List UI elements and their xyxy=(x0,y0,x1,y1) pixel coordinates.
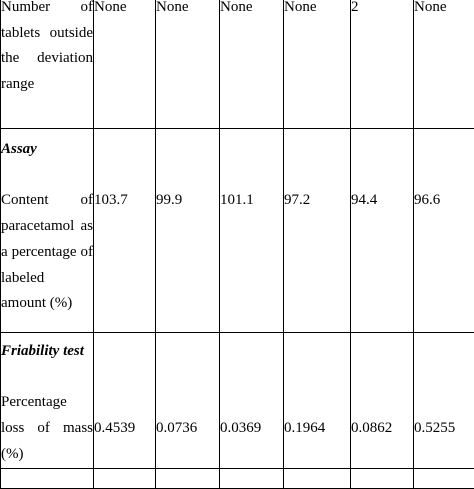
cell-value: 96.6 xyxy=(414,192,440,208)
table-cell xyxy=(351,129,414,333)
table-cell xyxy=(351,333,414,469)
cell-value: 94.4 xyxy=(351,192,377,208)
table-cell xyxy=(156,129,220,333)
table-cell xyxy=(94,333,156,469)
cell-value: 101.1 xyxy=(220,192,254,208)
cell-value: None xyxy=(414,0,447,15)
table-cell xyxy=(284,129,351,333)
table-cell xyxy=(94,468,156,488)
row-label-tablets-outside-range xyxy=(1,0,94,129)
cell-value: None xyxy=(156,0,189,15)
cell-value: 0.0862 xyxy=(351,420,392,436)
table-cell xyxy=(284,333,351,469)
cell-value: None xyxy=(94,0,127,15)
spacer xyxy=(1,163,93,189)
cell-value: 0.4539 xyxy=(94,416,136,442)
tablets-outside-range-label: Number of tablets outside the deviation range xyxy=(1,0,93,92)
cell-value: 97.2 xyxy=(284,192,310,208)
table-cell xyxy=(414,468,474,488)
table-cell xyxy=(220,129,284,333)
table-row-friability xyxy=(1,333,474,469)
row-label-assay xyxy=(1,129,94,333)
cell-value: 0.0369 xyxy=(220,420,261,436)
table-cell xyxy=(1,468,94,488)
friability-label: Percentage loss of mass (%) xyxy=(1,394,93,461)
table-cell xyxy=(220,468,284,488)
table-cell xyxy=(414,0,474,129)
cell-value: 0.5255 xyxy=(414,420,455,436)
table-cell xyxy=(220,0,284,129)
cell-value: 99.9 xyxy=(156,192,182,208)
table-cell xyxy=(220,333,284,469)
assay-section-title: Assay xyxy=(1,137,93,163)
table-cell xyxy=(284,468,351,488)
cell-value: 0.1964 xyxy=(284,420,325,436)
friability-section-title: Friability test xyxy=(1,339,93,365)
table-cell xyxy=(156,0,220,129)
assay-label: Content of paracetamol as a percentage of labeled amount (%) xyxy=(1,192,93,311)
cell-value: 2 xyxy=(351,0,359,15)
spacer xyxy=(1,365,93,391)
row-label-friability xyxy=(1,333,94,469)
table-cell xyxy=(156,333,220,469)
cell-value: None xyxy=(284,0,317,15)
table-cell xyxy=(414,333,474,469)
table-cell xyxy=(351,0,414,129)
cell-value: 0.0736 xyxy=(156,420,197,436)
table-cell xyxy=(284,0,351,129)
table-cell xyxy=(414,129,474,333)
table-row-assay xyxy=(1,129,474,333)
table-cell xyxy=(156,468,220,488)
table-row-partial xyxy=(1,468,474,488)
table-row-tablets-outside-range xyxy=(1,0,474,129)
table-cell xyxy=(94,0,156,129)
cell-value: None xyxy=(220,0,253,15)
cell-value: 103.7 xyxy=(94,192,128,208)
table-cell xyxy=(94,129,156,333)
table-cell xyxy=(351,468,414,488)
